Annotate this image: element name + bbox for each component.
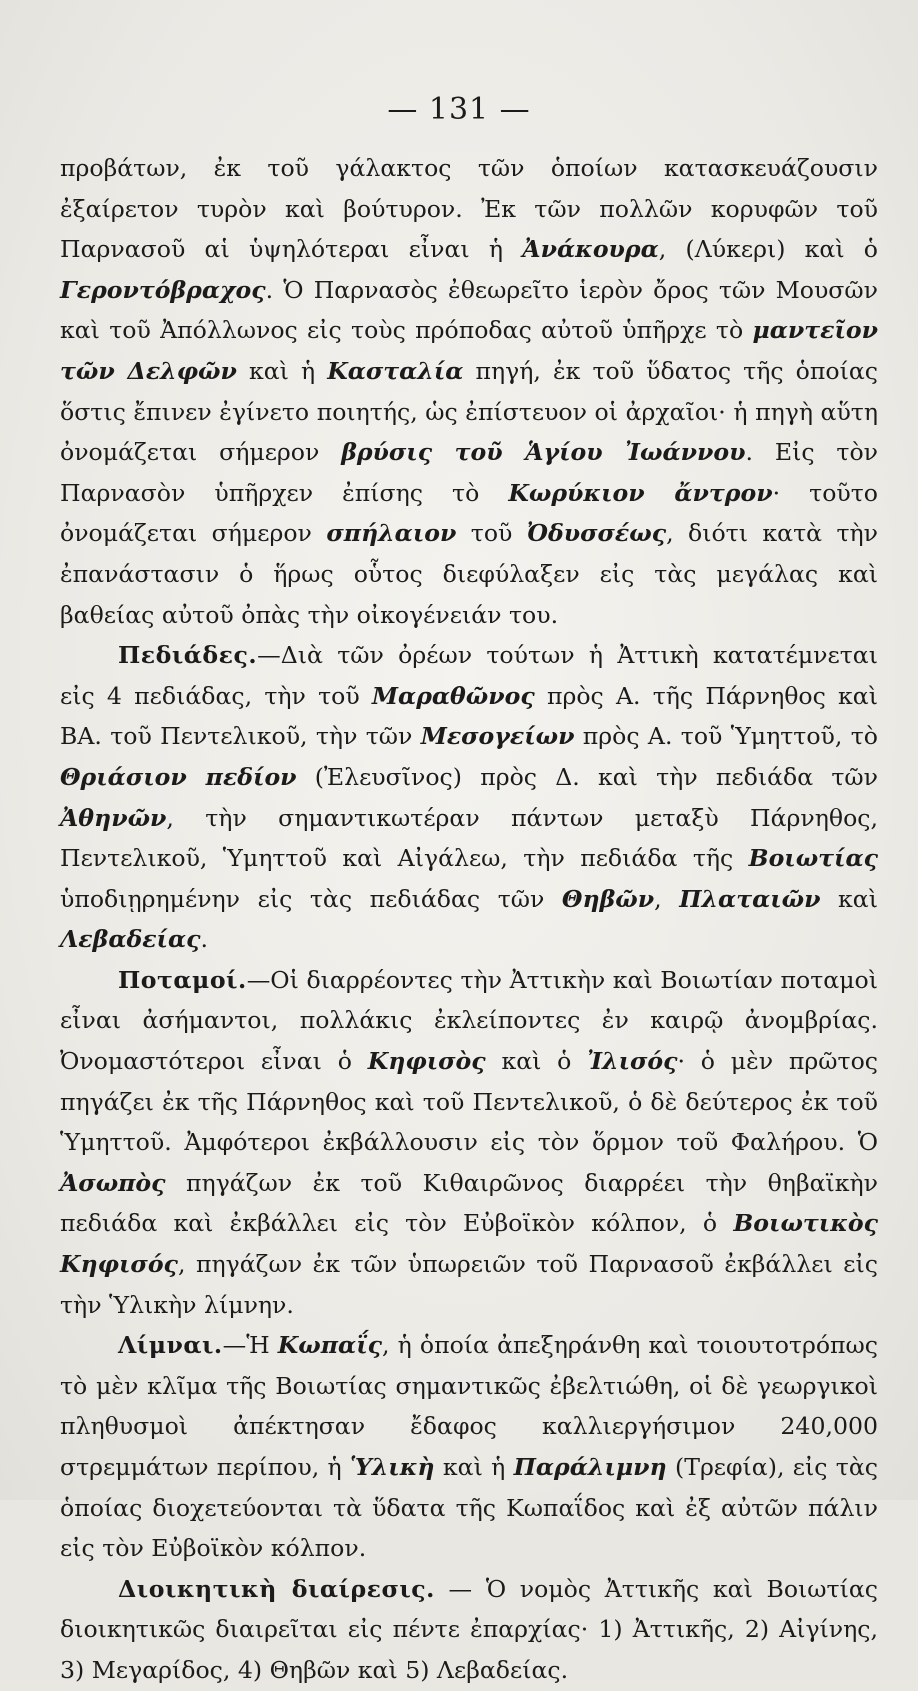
proper-name: Ὑλικὴ [350,1453,435,1481]
text-run: · ὁ μὲν πρῶτος πηγάζει ἐκ τῆς Πάρνηθος καὶ τοῦ Πεντελικοῦ, ὁ δὲ δεύτερος ἐκ τοῦ Ὑμηττοῦ. Ἀμφότεροι ἐκβάλλουσιν εἰς τὸν ὅρμον τοῦ Φαλήρου. Ὁ [60,1047,878,1157]
paragraph [60,960,878,1325]
text-run: καὶ ἡ [236,356,328,385]
text-run: (Ἐλευσῖνος) πρὸς Δ. καὶ τὴν πεδιάδα τῶν [296,762,879,791]
section-heading: Πεδιάδες. [118,641,258,670]
text-run: . [200,925,208,954]
paragraph [60,148,878,635]
proper-name: Ἀσωπὸς [60,1168,166,1197]
text-run: — Ὁ νομὸς Ἀττικῆς καὶ Βοιωτίας διοικητικῶς διαιρεῖται εἰς πέντε ἐπαρχίας· 1) Ἀττικῆς, 2) Αἰγίνης, 3) Μεγαρίδος, 4) Θηβῶν καὶ 5) Λεβαδείας. [60,1574,878,1684]
proper-name: Μεσογείων [420,722,575,751]
section-heading: Ποταμοί. [118,965,247,994]
text-run: τοῦ [456,519,527,548]
text-run: —Ἡ [222,1331,278,1360]
text-run: (Τρεφία), εἰς τὰς ὁποίας διοχετεύονται τὰ ὕδατα τῆς Κωπαΐδος καὶ ἐξ αὐτῶν πάλιν εἰς τὸν Εὐβοϊκὸν κόλπον. [60,1453,878,1563]
proper-name: Πλαταιῶν [679,884,821,913]
proper-name: σπήλαιον [326,519,457,548]
text-run: καὶ ἡ [434,1453,514,1481]
text-run: πηγάζων ἐκ τοῦ Κιθαιρῶνος διαρρέει τὴν θηβαϊκὴν πεδιάδα καὶ ἐκβάλλει εἰς τὸν Εὐβοϊκὸν κόλπον, ὁ [60,1168,878,1238]
text-run: , ἡ ὁποία ἀπεξηράνθη καὶ τοιουτοτρόπως τὸ μὲν κλῖμα τῆς Βοιωτίας σημαντικῶς ἐβελτιώθη, οἱ δὲ γεωργικοὶ πληθυσμοὶ ἀπέκτησαν ἔδαφος καλλιεργήσιμον 240,000 στρεμμάτων περίπου, ἡ [60,1331,878,1481]
proper-name: Γεροντόβραχος [60,275,266,304]
section-heading: Λίμναι. [118,1331,223,1360]
proper-name: Βοιωτίας [748,844,878,873]
text-run: —Διὰ τῶν ὀρέων τούτων ἡ Ἀττικὴ κατατέμνεται εἰς 4 πεδιάδας, τὴν τοῦ [60,641,878,710]
text-run: , τὴν σημαντικωτέραν πάντων μεταξὺ Πάρνηθος, Πεντελικοῦ, Ὑμηττοῦ καὶ Αἰγάλεω, τὴν πεδιάδα τῆς [60,803,878,873]
proper-name: βρύσις τοῦ Ἁγίου Ἰωάννου [341,438,746,467]
text-run: , διότι κατὰ τὴν ἐπανάστασιν ὁ ἥρως οὗτος διεφύλαξεν εἰς τὰς μεγάλας καὶ βαθείας αὐτοῦ ὀπὰς τὴν οἰκογένειάν του. [60,519,878,629]
proper-name: Λεβαδείας [60,925,201,954]
text-run: καὶ [820,884,878,913]
paragraph [60,1325,878,1569]
proper-name: Κωρύκιον ἄντρον [508,478,773,507]
page-number: — 131 — [387,92,531,127]
text-run: , (Λύκερι) καὶ ὁ [658,235,879,264]
proper-name: Ἀθηνῶν [60,803,167,832]
paragraph [60,1569,878,1691]
proper-name: μαντεῖον τῶν Δελφῶν [60,316,878,385]
text-run: πρὸς Α. τοῦ Ὑμηττοῦ, τὸ [574,722,878,751]
paragraph [60,635,878,960]
text-run: , [654,884,680,913]
text-run: ὑποδιῃρημένην εἰς τὰς πεδιάδας τῶν [60,884,562,913]
text-run: πηγή, ἐκ τοῦ ὕδατος τῆς ὁποίας ὅστις ἔπινεν ἐγίνετο ποιητής, ὡς ἐπίστευον οἱ ἀρχαῖοι· ἡ πηγὴ αὕτη ὀνομάζεται σήμερον [60,356,878,467]
text-run: καὶ ὁ [485,1047,588,1076]
text-run: . Εἰς τὸν Παρνασὸν ὑπῆρχεν ἐπίσης τὸ [60,438,878,507]
proper-name: Θηβῶν [561,884,655,913]
text-run: προβάτων, ἐκ τοῦ γάλακτος τῶν ὁποίων κατασκευάζουσιν ἐξαίρετον τυρὸν καὶ βούτυρον. Ἐκ τῶν πολλῶν κορυφῶν τοῦ Παρνασοῦ αἱ ὑψηλότεραι εἶναι ἡ [60,154,878,264]
proper-name: Κασταλία [327,356,464,385]
body-text [60,148,878,1691]
text-run: —Οἱ διαρρέοντες τὴν Ἀττικὴν καὶ Βοιωτίαν ποταμοὶ εἶναι ἀσήμαντοι, πολλάκις ἐκλείποντες ἐν καιρῷ ἀνομβρίας. Ὀνομαστότεροι εἶναι ὁ [60,965,878,1076]
text-run: . Ὁ Παρνασὸς ἐθεωρεῖτο ἱερὸν ὄρος τῶν Μουσῶν καὶ τοῦ Ἀπόλλωνος εἰς τοὺς πρόποδας αὐτοῦ ὑπῆρχε τὸ [60,275,878,345]
proper-name: Ὀδυσσέως [526,519,667,548]
proper-name: Μαραθῶνος [371,681,535,710]
proper-name: Ἰλισός [587,1047,678,1076]
proper-name: Θριάσιον πεδίον [60,762,297,791]
section-heading: Διοικητικὴ διαίρεσις. [118,1574,435,1603]
proper-name: Βοιωτικὸς Κηφισός [60,1209,878,1279]
proper-name: Κωπαΐς [277,1331,382,1360]
text-run: , πηγάζων ἐκ τῶν ὑπωρειῶν τοῦ Παρνασοῦ ἐκβάλλει εἰς τὴν Ὑλικὴν λίμνην. [60,1250,878,1319]
text-run: · τοῦτο ὀνομάζεται σήμερον [60,478,879,548]
text-run: πρὸς Α. τῆς Πάρνηθος καὶ ΒΑ. τοῦ Πεντελικοῦ, τὴν τῶν [60,681,878,751]
proper-name: Ἀνάκουρα [522,235,659,264]
proper-name: Παράλιμνη [513,1453,667,1481]
proper-name: Κηφισὸς [367,1047,486,1076]
